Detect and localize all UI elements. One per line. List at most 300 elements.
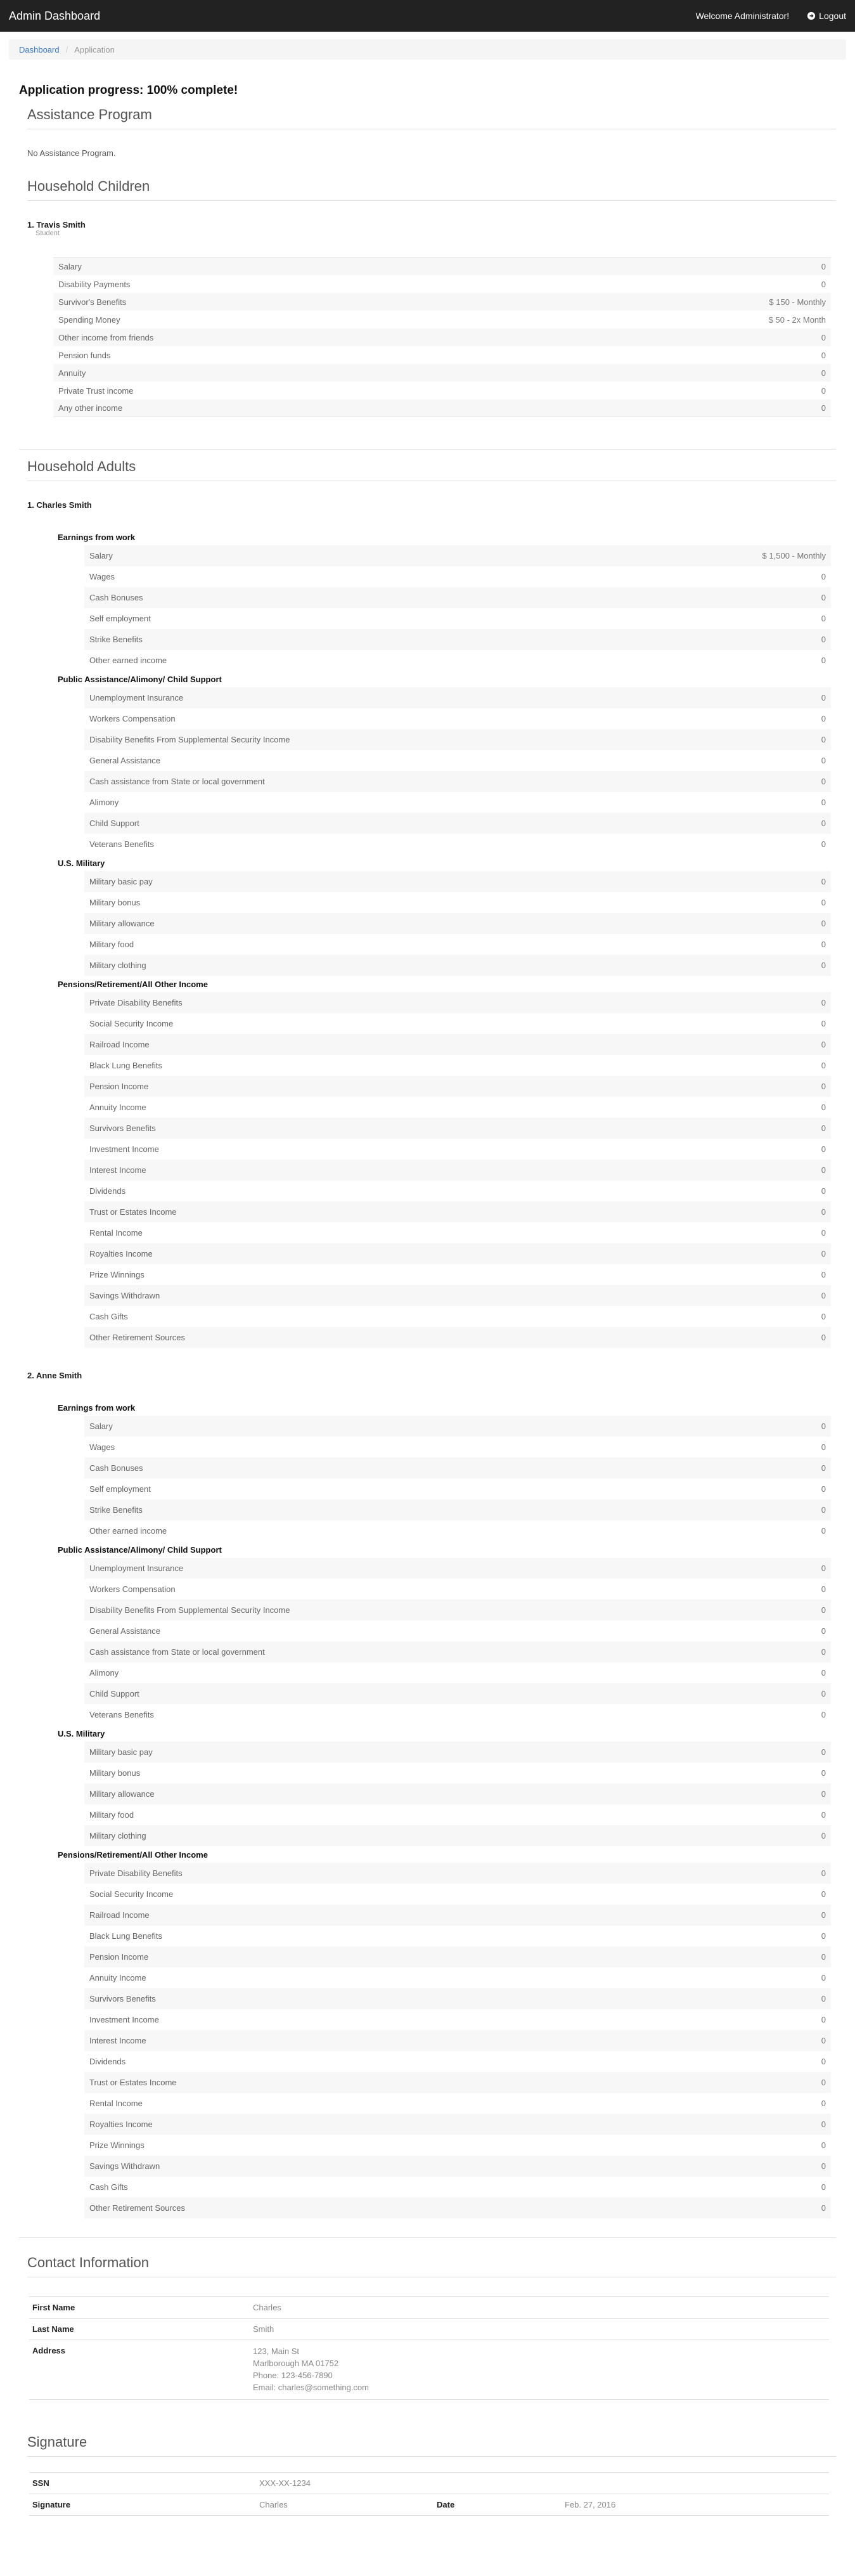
logout-icon	[807, 11, 816, 20]
child-income-list	[53, 257, 831, 417]
contact-row-first-name	[29, 2297, 829, 2319]
income-label: Survivors Benefits	[89, 1123, 156, 1133]
income-value: 0	[821, 1186, 826, 1196]
child-status: Student	[35, 230, 60, 237]
income-value: 0	[821, 1291, 826, 1300]
income-value: 0	[821, 1103, 826, 1112]
signature-row	[29, 2494, 829, 2516]
contact-section	[19, 2237, 836, 2400]
income-row-spending-money	[53, 311, 831, 328]
income-row-veterans-benefits	[84, 1704, 831, 1725]
income-row-interest-income	[84, 2030, 831, 2051]
income-value: 0	[821, 593, 826, 602]
income-row-military-food	[84, 1804, 831, 1825]
income-category-list	[84, 871, 831, 976]
income-label: Cash assistance from State or local government	[89, 1647, 265, 1657]
income-label: Military food	[89, 940, 134, 949]
income-label: Savings Withdrawn	[89, 2161, 160, 2171]
income-row-other-income-from-friends	[53, 328, 831, 346]
adult-name: 2. Anne Smith	[27, 1371, 82, 1380]
income-row-strike-benefits	[84, 1499, 831, 1520]
income-row-black-lung-benefits	[84, 1926, 831, 1946]
income-value: 0	[821, 2036, 826, 2045]
income-value: 0	[821, 1889, 826, 1899]
income-row-trust-or-estates-income	[84, 1201, 831, 1222]
income-row-private-disability-benefits	[84, 992, 831, 1013]
income-row-railroad-income	[84, 1905, 831, 1926]
income-row-military-clothing	[84, 1825, 831, 1846]
income-label: Social Security Income	[89, 1019, 174, 1028]
income-category-title: Pensions/Retirement/All Other Income	[58, 1850, 208, 1860]
income-value: 0	[821, 1668, 826, 1678]
income-label: Military clothing	[89, 1831, 146, 1841]
income-label: Pension funds	[58, 350, 111, 360]
income-category-title: Earnings from work	[58, 533, 136, 542]
income-category-title: Pensions/Retirement/All Other Income	[58, 980, 208, 989]
income-value: 0	[821, 1019, 826, 1028]
income-value: 0	[821, 819, 826, 828]
income-label: Disability Benefits From Supplemental Security Income	[89, 1605, 290, 1615]
first-name-value: Charles	[250, 2297, 829, 2319]
child-name: 1. Travis Smith	[27, 220, 86, 230]
income-row-survivor-s-benefits	[53, 293, 831, 311]
income-value: 0	[821, 919, 826, 928]
income-label: Disability Payments	[58, 279, 131, 289]
income-label: Pension Income	[89, 1952, 149, 1962]
contact-row-last-name	[29, 2319, 829, 2340]
income-value: 0	[821, 1505, 826, 1515]
income-label: Salary	[89, 551, 113, 560]
income-value: 0	[821, 2140, 826, 2150]
first-name-label: First Name	[29, 2297, 250, 2319]
income-value: 0	[821, 1831, 826, 1841]
income-label: Survivor's Benefits	[58, 297, 127, 307]
income-row-rental-income	[84, 1222, 831, 1243]
income-row-savings-withdrawn	[84, 2156, 831, 2177]
income-label: Alimony	[89, 1668, 119, 1678]
ssn-value: XXX-XX-1234	[256, 2473, 829, 2494]
income-category-list	[84, 1863, 831, 2218]
income-row-alimony	[84, 1662, 831, 1683]
last-name-label: Last Name	[29, 2319, 250, 2340]
income-label: Disability Benefits From Supplemental Security Income	[89, 735, 290, 744]
income-value: 0	[821, 1931, 826, 1941]
income-row-military-basic-pay	[84, 1742, 831, 1763]
income-value: 0	[821, 1123, 826, 1133]
children-section	[19, 169, 836, 439]
top-navbar	[0, 0, 855, 32]
income-label: Railroad Income	[89, 1910, 150, 1920]
income-label: Dividends	[89, 2057, 126, 2066]
income-value: $ 50 - 2x Month	[768, 314, 826, 325]
income-label: Annuity	[58, 368, 86, 378]
income-value: 0	[821, 839, 826, 849]
income-value: 0	[821, 1061, 826, 1070]
income-label: Annuity Income	[89, 1103, 146, 1112]
income-value: 0	[821, 1484, 826, 1494]
income-row-self-employment	[84, 608, 831, 629]
income-label: Unemployment Insurance	[89, 693, 184, 702]
income-row-annuity-income	[84, 1967, 831, 1988]
income-value: 0	[821, 2057, 826, 2066]
adults-section	[19, 449, 836, 2232]
income-value: 0	[821, 1207, 826, 1217]
income-row-pension-income	[84, 1076, 831, 1097]
ssn-label: SSN	[29, 2473, 256, 2494]
income-row-salary	[53, 257, 831, 275]
income-value: 0	[821, 1747, 826, 1757]
income-label: Pension Income	[89, 1082, 149, 1091]
income-label: Private Trust income	[58, 385, 134, 396]
logout-label: Logout	[819, 11, 846, 21]
income-value: 0	[821, 656, 826, 665]
income-row-rental-income	[84, 2093, 831, 2114]
income-value: 0	[821, 614, 826, 623]
income-value: 0	[821, 693, 826, 702]
income-label: Self employment	[89, 1484, 151, 1494]
income-row-royalties-income	[84, 1243, 831, 1264]
income-value: 0	[821, 961, 826, 970]
address-email: Email: charles@something.com	[253, 2382, 369, 2392]
income-label: Other income from friends	[58, 332, 154, 342]
income-value: 0	[821, 1952, 826, 1962]
income-label: Annuity Income	[89, 1973, 146, 1983]
income-value: 0	[821, 1040, 826, 1049]
income-row-social-security-income	[84, 1013, 831, 1034]
income-value: 0	[821, 2120, 826, 2129]
income-row-investment-income	[84, 1139, 831, 1160]
income-row-military-basic-pay	[84, 871, 831, 892]
income-row-prize-winnings	[84, 2135, 831, 2156]
income-row-annuity	[53, 364, 831, 382]
income-label: Trust or Estates Income	[89, 2078, 177, 2087]
income-value: 0	[821, 385, 826, 396]
income-label: Prize Winnings	[89, 1270, 145, 1279]
income-label: Investment Income	[89, 1144, 159, 1154]
income-label: Private Disability Benefits	[89, 998, 183, 1007]
logout-link[interactable]	[807, 11, 846, 21]
income-category-list	[84, 1558, 831, 1725]
income-row-pension-funds	[53, 346, 831, 364]
last-name-value: Smith	[250, 2319, 829, 2340]
children-list	[27, 201, 836, 439]
breadcrumb	[9, 39, 846, 60]
address-value	[250, 2340, 829, 2400]
income-row-black-lung-benefits	[84, 1055, 831, 1076]
income-row-dividends	[84, 2051, 831, 2072]
income-row-salary	[84, 545, 831, 566]
income-row-private-disability-benefits	[84, 1863, 831, 1884]
income-label: Veterans Benefits	[89, 1710, 154, 1719]
income-row-dividends	[84, 1181, 831, 1201]
income-value: 0	[821, 1710, 826, 1719]
income-value: 0	[821, 998, 826, 1007]
income-label: Interest Income	[89, 2036, 146, 2045]
income-value: 0	[821, 1789, 826, 1799]
income-category-list	[84, 1416, 831, 1541]
progress-heading: Application progress: 100% complete!	[19, 84, 238, 97]
signature-label: Signature	[29, 2494, 256, 2516]
income-label: Salary	[58, 262, 82, 271]
income-label: Other earned income	[89, 1526, 167, 1536]
adults-list	[27, 481, 836, 2232]
income-value: 0	[821, 1312, 826, 1321]
income-row-workers-compensation	[84, 708, 831, 729]
income-value: 0	[821, 1228, 826, 1238]
brand-link[interactable]: Admin Dashboard	[9, 9, 101, 22]
income-value: 0	[821, 1270, 826, 1279]
welcome-text: Welcome Administrator!	[695, 11, 790, 21]
address-label: Address	[29, 2340, 250, 2400]
income-label: General Assistance	[89, 756, 161, 765]
signature-table	[29, 2472, 829, 2516]
children-title: Household Children	[27, 169, 836, 201]
income-value: 0	[821, 1082, 826, 1091]
income-label: Savings Withdrawn	[89, 1291, 160, 1300]
income-row-disability-benefits-from-supplemental-security-income	[84, 1600, 831, 1621]
income-value: 0	[821, 2015, 826, 2024]
income-row-self-employment	[84, 1479, 831, 1499]
income-label: Cash Gifts	[89, 2182, 128, 2192]
income-value: $ 1,500 - Monthly	[762, 551, 826, 560]
income-row-other-retirement-sources	[84, 2197, 831, 2218]
signature-row-ssn	[29, 2473, 829, 2494]
income-value: 0	[821, 2203, 826, 2213]
income-category-title: Earnings from work	[58, 1403, 136, 1413]
income-label: Spending Money	[58, 314, 120, 325]
income-value: 0	[821, 940, 826, 949]
income-row-strike-benefits	[84, 629, 831, 650]
signature-value: Charles	[256, 2494, 434, 2516]
income-row-any-other-income	[53, 399, 831, 417]
income-value: 0	[821, 2182, 826, 2192]
income-label: Child Support	[89, 1689, 139, 1699]
income-value: 0	[821, 572, 826, 581]
income-label: Wages	[89, 1442, 115, 1452]
income-value: 0	[821, 1689, 826, 1699]
income-row-military-bonus	[84, 1763, 831, 1783]
income-row-savings-withdrawn	[84, 1285, 831, 1306]
address-phone: Phone: 123-456-7890	[253, 2370, 333, 2380]
adult-entry	[27, 481, 836, 1348]
income-row-annuity-income	[84, 1097, 831, 1118]
income-value: 0	[821, 262, 826, 271]
income-row-investment-income	[84, 2009, 831, 2030]
income-category-title: Public Assistance/Alimony/ Child Support	[58, 1545, 222, 1555]
adults-title: Household Adults	[27, 450, 836, 481]
income-label: Strike Benefits	[89, 1505, 143, 1515]
income-label: Military basic pay	[89, 877, 153, 886]
income-row-military-bonus	[84, 892, 831, 913]
income-label: Military allowance	[89, 919, 155, 928]
income-row-cash-bonuses	[84, 587, 831, 608]
income-label: Veterans Benefits	[89, 839, 154, 849]
income-row-workers-compensation	[84, 1579, 831, 1600]
address-line1: 123, Main St	[253, 2346, 299, 2356]
income-value: 0	[821, 332, 826, 342]
income-row-wages	[84, 566, 831, 587]
income-value: 0	[821, 2078, 826, 2087]
income-value: 0	[821, 1333, 826, 1342]
income-value: 0	[821, 1994, 826, 2003]
signature-section	[19, 2425, 836, 2516]
income-row-railroad-income	[84, 1034, 831, 1055]
income-row-survivors-benefits	[84, 1988, 831, 2009]
income-label: Rental Income	[89, 1228, 143, 1238]
income-label: General Assistance	[89, 1626, 161, 1636]
income-label: Trust or Estates Income	[89, 1207, 177, 1217]
income-row-interest-income	[84, 1160, 831, 1181]
income-label: Cash assistance from State or local government	[89, 777, 265, 786]
income-value: 0	[821, 1165, 826, 1175]
income-row-other-retirement-sources	[84, 1327, 831, 1348]
income-category-list	[84, 545, 831, 671]
income-label: Rental Income	[89, 2099, 143, 2108]
income-value: 0	[821, 777, 826, 786]
income-value: 0	[821, 368, 826, 378]
income-value: 0	[821, 1421, 826, 1431]
income-label: Black Lung Benefits	[89, 1061, 162, 1070]
income-label: Wages	[89, 572, 115, 581]
income-row-alimony	[84, 792, 831, 813]
contact-title: Contact Information	[27, 2246, 836, 2277]
assistance-section	[19, 98, 836, 169]
income-value: 0	[821, 1584, 826, 1594]
income-row-cash-assistance-from-state-or-local-government	[84, 1641, 831, 1662]
adult-name: 1. Charles Smith	[27, 500, 92, 510]
income-label: Social Security Income	[89, 1889, 174, 1899]
income-category-title: U.S. Military	[58, 858, 105, 868]
income-row-prize-winnings	[84, 1264, 831, 1285]
income-label: Other Retirement Sources	[89, 1333, 186, 1342]
income-label: Cash Gifts	[89, 1312, 128, 1321]
income-value: 0	[821, 1442, 826, 1452]
income-label: Other earned income	[89, 656, 167, 665]
income-row-disability-benefits-from-supplemental-security-income	[84, 729, 831, 750]
income-label: Workers Compensation	[89, 1584, 176, 1594]
income-value: 0	[821, 1144, 826, 1154]
income-label: Child Support	[89, 819, 139, 828]
income-label: Railroad Income	[89, 1040, 150, 1049]
assistance-title: Assistance Program	[27, 98, 836, 129]
income-row-salary	[84, 1416, 831, 1437]
income-label: Cash Bonuses	[89, 593, 143, 602]
income-label: Investment Income	[89, 2015, 159, 2024]
income-label: Royalties Income	[89, 1249, 153, 1259]
assistance-note: No Assistance Program.	[27, 148, 116, 158]
income-row-cash-gifts	[84, 1306, 831, 1327]
income-value: 0	[821, 1626, 826, 1636]
income-row-survivors-benefits	[84, 1118, 831, 1139]
income-row-disability-payments	[53, 275, 831, 293]
income-row-other-earned-income	[84, 650, 831, 671]
breadcrumb-current: Application	[74, 44, 115, 55]
address-line2: Marlborough MA 01752	[253, 2358, 339, 2368]
income-value: 0	[821, 798, 826, 807]
income-value: $ 150 - Monthly	[769, 297, 826, 307]
income-row-cash-gifts	[84, 2177, 831, 2197]
income-row-cash-bonuses	[84, 1458, 831, 1479]
income-label: Military food	[89, 1810, 134, 1820]
income-row-other-earned-income	[84, 1520, 831, 1541]
income-label: Cash Bonuses	[89, 1463, 143, 1473]
child-entry	[27, 201, 836, 439]
income-value: 0	[821, 2161, 826, 2171]
income-label: Self employment	[89, 614, 151, 623]
income-row-wages	[84, 1437, 831, 1458]
income-row-trust-or-estates-income	[84, 2072, 831, 2093]
income-row-unemployment-insurance	[84, 687, 831, 708]
income-label: Any other income	[58, 403, 123, 413]
income-value: 0	[821, 1463, 826, 1473]
income-value: 0	[821, 1768, 826, 1778]
income-value: 0	[821, 1647, 826, 1657]
income-row-pension-income	[84, 1946, 831, 1967]
income-category-list	[84, 687, 831, 855]
income-value: 0	[821, 1973, 826, 1983]
income-value: 0	[821, 2099, 826, 2108]
income-label: Survivors Benefits	[89, 1994, 156, 2003]
income-value: 0	[821, 735, 826, 744]
income-label: Military bonus	[89, 898, 141, 907]
income-row-unemployment-insurance	[84, 1558, 831, 1579]
income-value: 0	[821, 898, 826, 907]
income-label: Unemployment Insurance	[89, 1563, 184, 1573]
income-label: Workers Compensation	[89, 714, 176, 723]
income-label: Other Retirement Sources	[89, 2203, 186, 2213]
income-label: Private Disability Benefits	[89, 1868, 183, 1878]
date-label: Date	[434, 2494, 562, 2516]
income-value: 0	[821, 1605, 826, 1615]
income-row-private-trust-income	[53, 382, 831, 399]
income-label: Alimony	[89, 798, 119, 807]
income-label: Interest Income	[89, 1165, 146, 1175]
income-category-title: U.S. Military	[58, 1729, 105, 1738]
income-value: 0	[821, 714, 826, 723]
income-value: 0	[821, 635, 826, 644]
income-value: 0	[821, 1868, 826, 1878]
income-row-child-support	[84, 813, 831, 834]
income-label: Black Lung Benefits	[89, 1931, 162, 1941]
income-row-military-food	[84, 934, 831, 955]
income-category-list	[84, 992, 831, 1348]
income-value: 0	[821, 403, 826, 413]
income-row-military-allowance	[84, 1783, 831, 1804]
breadcrumb-separator: /	[65, 44, 68, 55]
income-label: Royalties Income	[89, 2120, 153, 2129]
income-category-list	[84, 1742, 831, 1846]
income-value: 0	[821, 1810, 826, 1820]
income-value: 0	[821, 279, 826, 289]
income-value: 0	[821, 350, 826, 360]
navbar-right	[696, 11, 846, 21]
breadcrumb-dashboard[interactable]: Dashboard	[19, 44, 60, 55]
income-value: 0	[821, 756, 826, 765]
income-value: 0	[821, 1249, 826, 1259]
income-row-royalties-income	[84, 2114, 831, 2135]
income-value: 0	[821, 1526, 826, 1536]
income-row-general-assistance	[84, 1621, 831, 1641]
income-row-social-security-income	[84, 1884, 831, 1905]
income-label: Prize Winnings	[89, 2140, 145, 2150]
income-row-military-clothing	[84, 955, 831, 976]
income-value: 0	[821, 877, 826, 886]
income-row-veterans-benefits	[84, 834, 831, 855]
signature-title: Signature	[27, 2425, 836, 2457]
income-label: Strike Benefits	[89, 635, 143, 644]
income-label: Salary	[89, 1421, 113, 1431]
income-value: 0	[821, 1563, 826, 1573]
